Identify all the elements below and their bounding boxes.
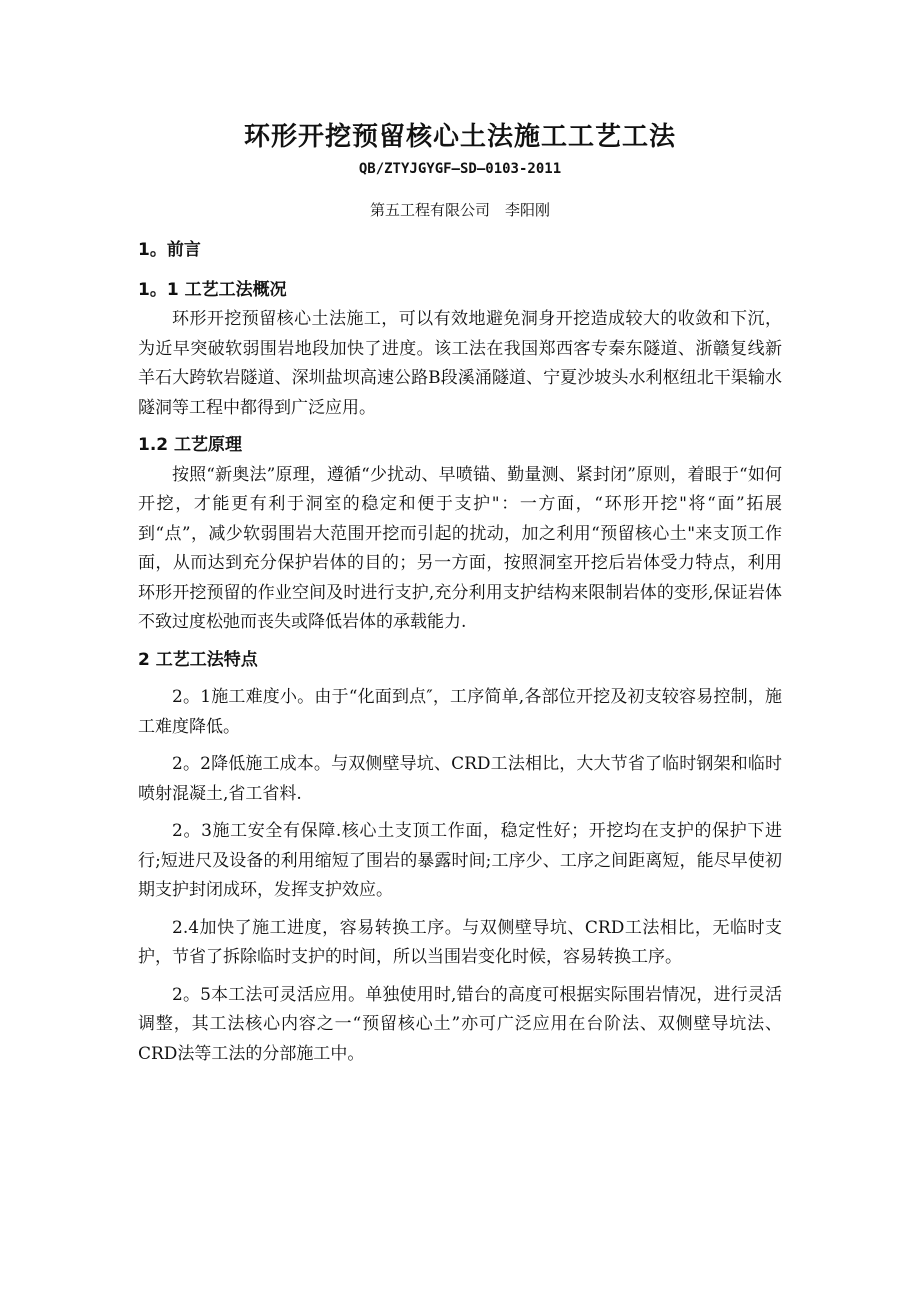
heading-features: 2 工艺工法特点 [138,649,258,670]
heading-overview: 1。1 工艺工法概况 [138,279,287,300]
paragraph-feature-2: 2。2降低施工成本。与双侧壁导坑、CRD工法相比，大大节省了临时钢架和临时喷射混凝土,省工省料. [138,754,782,804]
paragraph-feature-4: 2.4加快了施工进度，容易转换工序。与双侧壁导坑、CRD工法相比，无临时支护，节省了拆除临时支护的时间，所以当围岩变化时候，容易转换工序。 [138,917,782,967]
paragraph-feature-3: 2。3施工安全有保障.核心土支顶工作面，稳定性好；开挖均在支护的保护下进行;短进尺及设备的利用缩短了围岩的暴露时间;工序少、工序之间距离短，能尽早使初期支护封闭成环，发挥支护效应。 [138,821,782,900]
paragraph-feature-5: 2。5本工法可灵活应用。单独使用时,错台的高度可根据实际围岩情况，进行灵活调整，其工法核心内容之一“预留核心土”亦可广泛应用在台阶法、双侧壁导坑法、CRD法等工法的分部施工中。 [138,984,782,1064]
document-title: 环形开挖预留核心土法施工工艺工法 [243,122,676,152]
paragraph-principle: 按照“新奥法”原理，遵循“少扰动、早喷锚、勤量测、紧封闭”原则，着眼于“如何开挖，才能更有利于洞室的稳定和便于支护"：一方面，“环形开挖"将“面”拓展到“点”，减少软弱围岩大范围开挖而引起的扰动，加之利用“预留核心土"来支顶工作面，从而达到充分保护岩体的目的；另一方面，按照洞室开挖后岩体受力特点，利用环形开挖预留的作业空间及时进行支护,充分利用支护结构来限制岩体的变形,保证岩体不致过度松弛而丧失或降低岩体的承载能力. [138,464,782,632]
heading-principle: 1.2 工艺原理 [138,435,243,455]
paragraph-overview: 环形开挖预留核心土法施工，可以有效地避免洞身开挖造成较大的收敛和下沉，为近早突破软弱围岩地段加快了进度。该工法在我国郑西客专秦东隧道、浙赣复线新羊石大跨软岩隧道、深圳盐坝高速公路B段溪涌隧道、宁夏沙坡头水利枢纽北干渠输水隧洞等工程中都得到广泛应用。 [138,309,782,418]
document-author: 第五工程有限公司 李阳刚 [369,201,550,219]
heading-preface: 1。前言 [138,240,201,260]
document-body [138,236,782,1077]
paragraph-feature-1: 2。1施工难度小。由于“化面到点″，工序简单,各部位开挖及初支较容易控制，施工难度降低。 [138,687,782,737]
document-code: QB/ZTYJGYGF—SD—0103-2011 [358,161,562,177]
